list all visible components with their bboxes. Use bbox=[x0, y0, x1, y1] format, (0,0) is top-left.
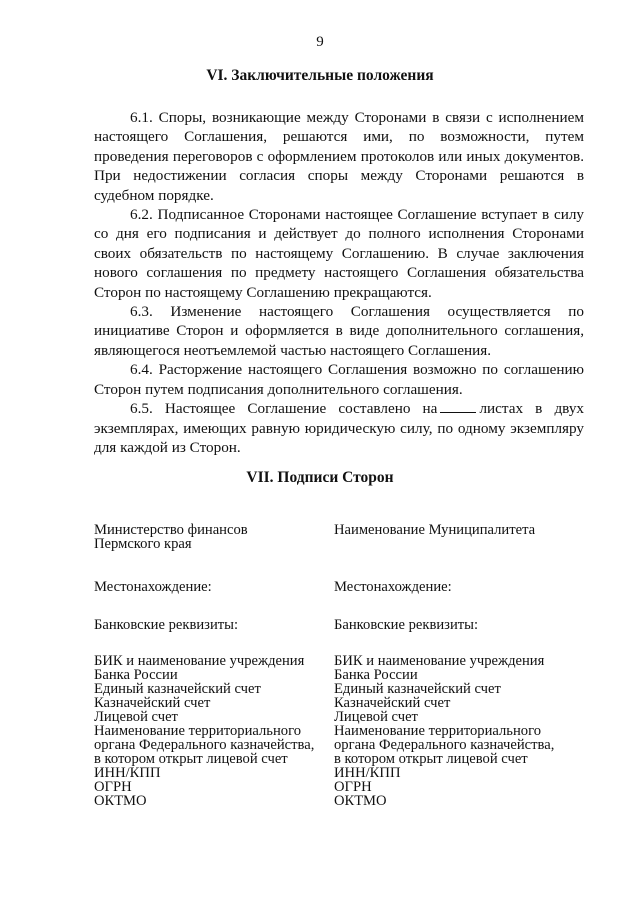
paragraph-6-5 bbox=[94, 399, 584, 457]
left-bank-details: БИК и наименование учреждения Банка России Единый казначейский счет Казначейский счет Лицевой счет Наименование территориального органа Федерального казначейства, в котором открыт лицевой счет ИНН/КПП ОГРН ОКТМО bbox=[94, 653, 315, 809]
paragraph-6-5-end: листах в двух экземплярах, имеющих равную юридическую силу, по одному экземпляру для каждой из Сторон. bbox=[94, 400, 585, 456]
right-bank-label: Банковские реквизиты: bbox=[334, 617, 478, 633]
left-party-name: Министерство финансов Пермского края bbox=[94, 522, 248, 552]
right-bank-details: БИК и наименование учреждения Банка России Единый казначейский счет Казначейский счет Лицевой счет Наименование территориального органа Федерального казначейства, в котором открыт лицевой счет ИНН/КПП ОГРН ОКТМО bbox=[334, 653, 555, 809]
left-bank-label: Банковские реквизиты: bbox=[94, 617, 238, 633]
paragraph-6-3: 6.3. Изменение настоящего Соглашения осуществляется по инициативе Сторон и оформляется в виде дополнительного соглашения, являющегося неотъемлемой частью настоящего Соглашения. bbox=[94, 303, 584, 359]
right-party-name: Наименование Муниципалитета bbox=[334, 522, 536, 538]
paragraph-6-5-start: 6.5. Настоящее Соглашение составлено на bbox=[130, 400, 438, 418]
sheet-count-blank bbox=[440, 400, 476, 413]
paragraph-6-4: 6.4. Расторжение настоящего Соглашения возможно по соглашению Сторон путем подписания дополнительного соглашения. bbox=[94, 361, 584, 398]
section-7-title: VII. Подписи Сторон bbox=[246, 469, 394, 486]
paragraph-6-2: 6.2. Подписанное Сторонами настоящее Соглашение вступает в силу со дня его подписания и действует до полного исполнения Сторонами своих обязательств по настоящему Соглашению. В случае заключения нового соглашения по предмету настоящего Соглашения обязательства Сторон по настоящему Соглашению прекращаются. bbox=[94, 206, 584, 301]
right-location-label: Местонахождение: bbox=[334, 579, 452, 595]
paragraph-6-1: 6.1. Споры, возникающие между Сторонами в связи с исполнением настоящего Соглашения, решаются ими, по возможности, путем проведения переговоров с оформлением протоколов или иных документов. При недостижении согласия споры между Сторонами решаются в судебном порядке. bbox=[94, 109, 584, 204]
page-number: 9 bbox=[316, 34, 324, 50]
left-location-label: Местонахождение: bbox=[94, 579, 212, 595]
section-6-title: VI. Заключительные положения bbox=[206, 67, 434, 84]
section-6-body bbox=[94, 108, 584, 457]
